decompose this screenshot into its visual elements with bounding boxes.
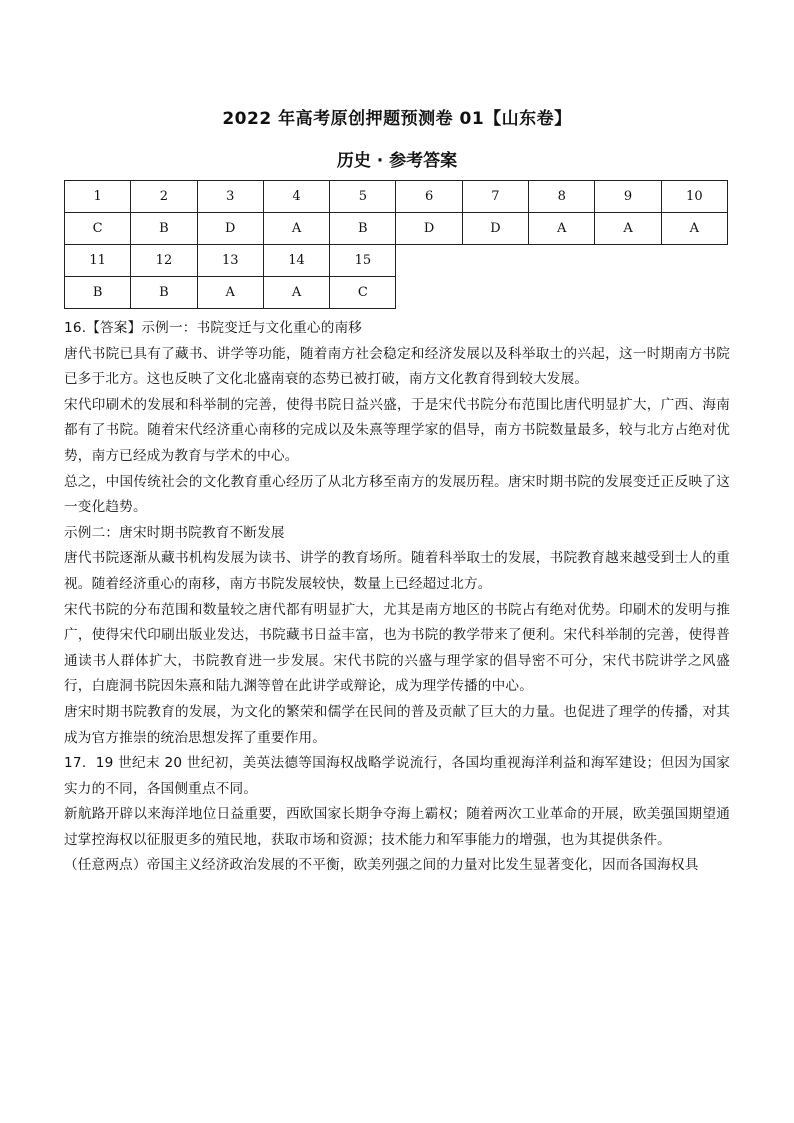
answer-cell: B xyxy=(131,213,197,245)
answer-cell: B xyxy=(131,277,197,309)
answer-cell: C xyxy=(65,213,131,245)
page-subtitle: 历史 · 参考答案 xyxy=(336,151,458,171)
table-row-numbers xyxy=(65,181,728,213)
answer-heading-16: 16.【答案】示例一：书院变迁与文化重心的南移 xyxy=(64,320,363,336)
table-row-answers xyxy=(65,213,728,245)
question-number: 14 xyxy=(263,245,329,277)
question-number: 13 xyxy=(197,245,263,277)
answer-cell: A xyxy=(263,277,329,309)
table-row-answers xyxy=(65,277,396,309)
answer-heading-17: 17．19 世纪末 20 世纪初，美英法德等国海权战略学说流行，各国均重视海洋利益和海军建设；但因为国家实力的不同，各国侧重点不同。 xyxy=(64,755,730,797)
answer-cell: A xyxy=(197,277,263,309)
answer-cell: B xyxy=(65,277,131,309)
question-number: 5 xyxy=(330,181,396,213)
answer-body xyxy=(64,316,730,879)
question-number: 7 xyxy=(462,181,528,213)
paragraph: 宋代书院的分布范围和数量较之唐代都有明显扩大，尤其是南方地区的书院占有绝对优势。印刷术的发明与推广，使得宋代印刷出版业发达，书院藏书日益丰富，也为书院的教学带来了便利。宋代科举制的完善，使得普通读书人群体扩大，书院教育进一步发展。宋代书院的兴盛与理学家的倡导密不可分，宋代书院讲学之风盛行，白鹿洞书院因朱熹和陆九渊等曾在此讲学或辩论，成为理学传播的中心。 xyxy=(64,601,730,695)
question-number: 3 xyxy=(197,181,263,213)
answer-cell: A xyxy=(263,213,329,245)
paragraph: 总之，中国传统社会的文化教育重心经历了从北方移至南方的发展历程。唐宋时期书院的发展变迁正反映了这一变化趋势。 xyxy=(64,473,730,516)
table-row-numbers xyxy=(65,245,396,277)
question-number: 8 xyxy=(529,181,595,213)
answer-cell: A xyxy=(529,213,595,245)
paragraph: 唐宋时期书院教育的发展，为文化的繁荣和儒学在民间的普及贡献了巨大的力量。也促进了理学的传播，对其成为官方推崇的统治思想发挥了重要作用。 xyxy=(64,703,730,746)
answer-cell: B xyxy=(330,213,396,245)
page-title: 2022 年高考原创押题预测卷 01【山东卷】 xyxy=(222,109,572,129)
answer-table-2 xyxy=(64,244,396,309)
paragraph: 唐代书院逐渐从藏书机构发展为读书、讲学的教育场所。随着科举取士的发展，书院教育越来越受到士人的重视。随着经济重心的南移，南方书院发展较快，数量上已经超过北方。 xyxy=(64,550,730,592)
answer-cell: D xyxy=(396,213,462,245)
question-number: 6 xyxy=(396,181,462,213)
question-number: 2 xyxy=(131,181,197,213)
answer-cell: A xyxy=(595,213,661,245)
question-number: 4 xyxy=(263,181,329,213)
paragraph: 唐代书院已具有了藏书、讲学等功能，随着南方社会稳定和经济发展以及科举取士的兴起，这一时期南方书院已多于北方。这也反映了文化北盛南衰的态势已被打破，南方文化教育得到较大发展。 xyxy=(64,345,730,388)
question-number: 11 xyxy=(65,245,131,277)
answer-table-1 xyxy=(64,180,728,245)
question-number: 10 xyxy=(661,181,727,213)
question-number: 1 xyxy=(65,181,131,213)
answer-cell: D xyxy=(462,213,528,245)
question-number: 15 xyxy=(330,245,396,277)
answer-cell: D xyxy=(197,213,263,245)
question-number: 12 xyxy=(131,245,197,277)
question-number: 9 xyxy=(595,181,661,213)
paragraph: 宋代印刷术的发展和科举制的完善，使得书院日益兴盛，于是宋代书院分布范围比唐代明显扩大，广西、海南都有了书院。随着宋代经济重心南移的完成以及朱熹等理学家的倡导，南方书院数量最多，较与北方占绝对优势，南方已经成为教育与学术的中心。 xyxy=(64,396,730,464)
answer-cell: C xyxy=(330,277,396,309)
paragraph: （任意两点）帝国主义经济政治发展的不平衡，欧美列强之间的力量对比发生显著变化，因而各国海权具 xyxy=(64,857,699,874)
example-heading-2: 示例二：唐宋时期书院教育不断发展 xyxy=(64,524,285,541)
answer-cell: A xyxy=(661,213,727,245)
paragraph: 新航路开辟以来海洋地位日益重要，西欧国家长期争夺海上霸权；随着两次工业革命的开展，欧美强国期望通过掌控海权以征服更多的殖民地，获取市场和资源；技术能力和军事能力的增强，也为其提供条件。 xyxy=(64,806,730,848)
